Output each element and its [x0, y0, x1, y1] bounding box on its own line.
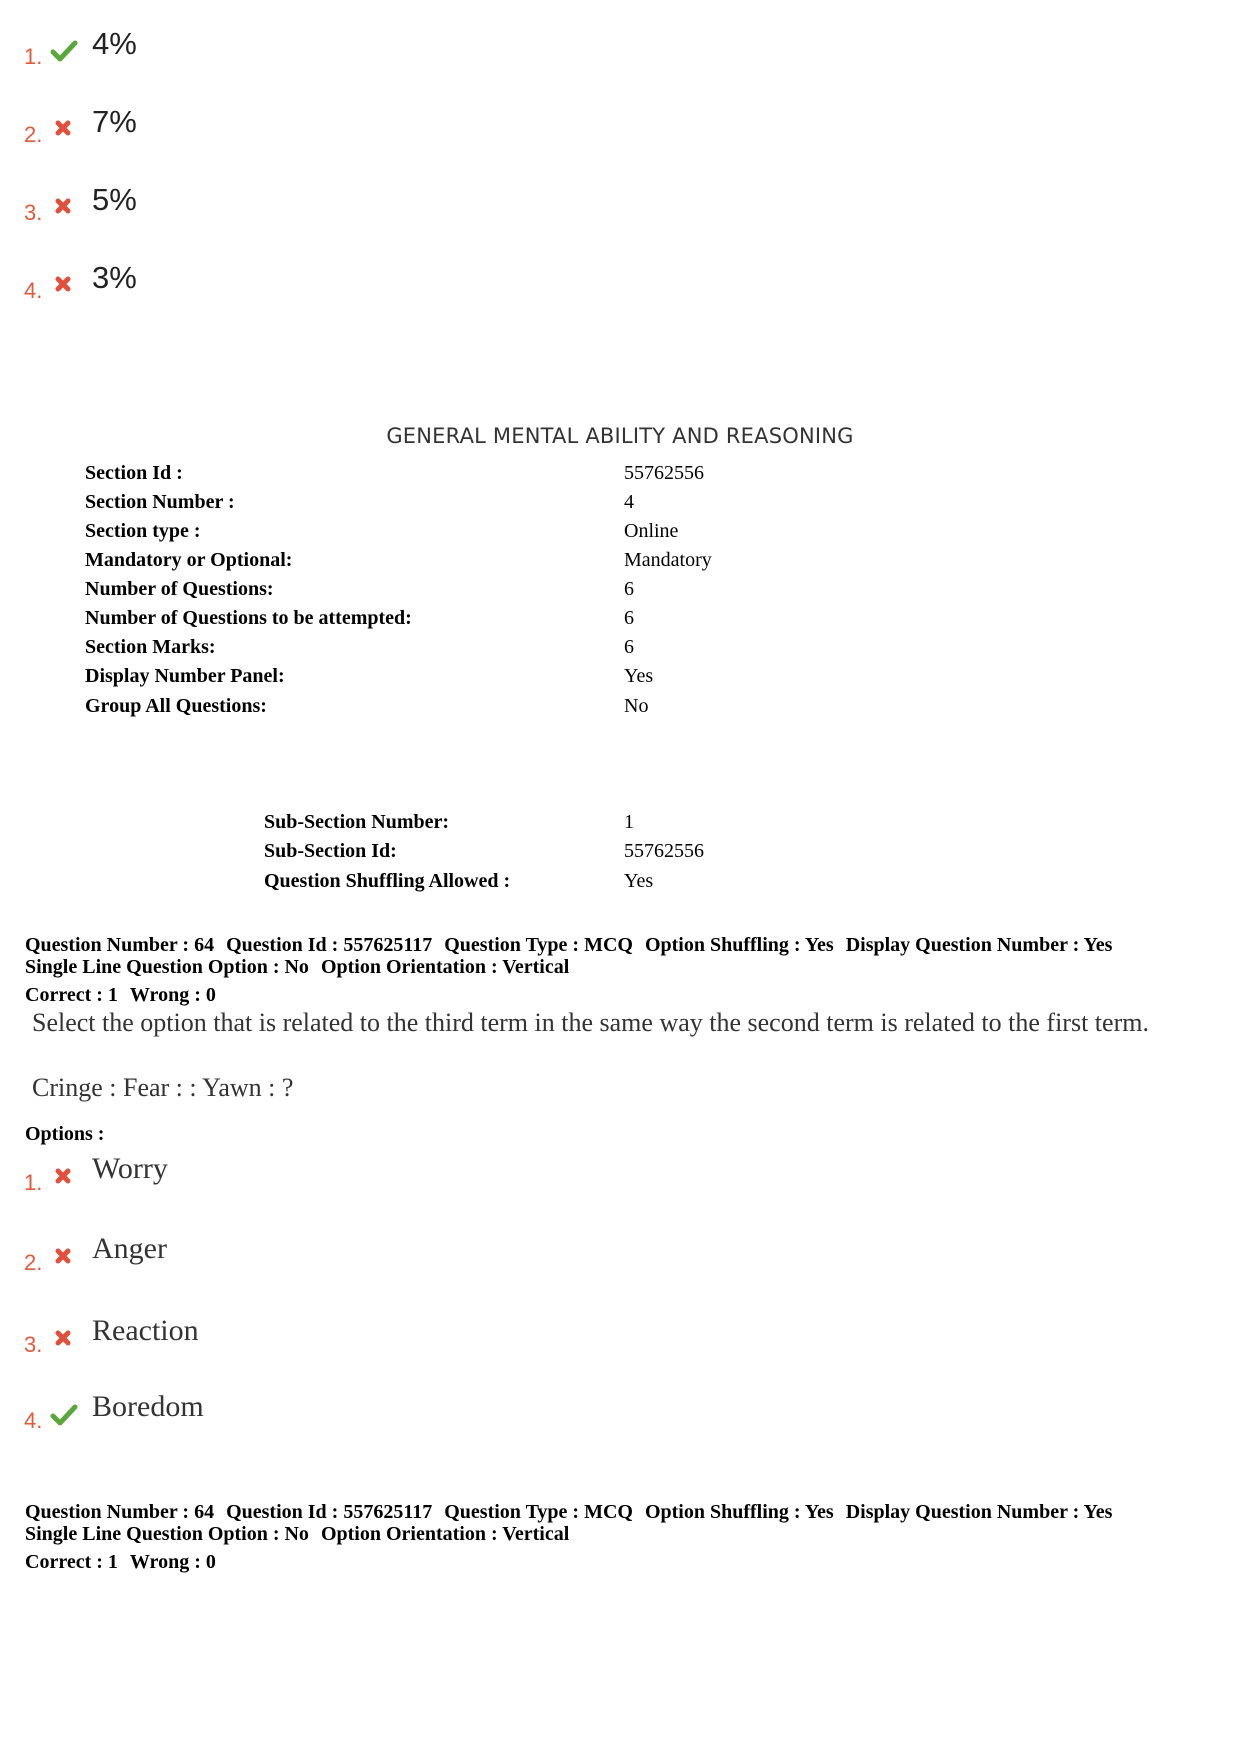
field-label: Mandatory or Optional: [85, 549, 293, 571]
meta-field: Question Type : MCQ [444, 934, 633, 956]
option-text: 3% [92, 260, 137, 295]
option-number: 4. [24, 1408, 43, 1433]
question-stem: Select the option that is related to the third term in the same way the second term is related to the first term. [32, 1008, 1149, 1037]
question-meta [25, 1501, 1124, 1573]
field-label: Number of Questions: [85, 578, 274, 600]
meta-field: Display Question Number : Yes [845, 934, 1113, 956]
cross-icon [50, 1164, 78, 1190]
field-value: 55762556 [624, 840, 704, 862]
check-icon [50, 1402, 78, 1428]
check-icon [50, 38, 78, 64]
option-number: 1. [24, 1170, 43, 1195]
field-label: Section Number : [85, 491, 235, 513]
option-text: Anger [92, 1232, 167, 1265]
meta-field: Single Line Question Option : No [25, 1523, 309, 1545]
cross-icon [50, 116, 78, 142]
meta-line [25, 956, 1124, 978]
field-value: Yes [624, 870, 654, 892]
field-label: Group All Questions: [85, 695, 267, 717]
meta-field: Correct : 1 [25, 1551, 118, 1573]
field-value: 6 [624, 607, 634, 629]
meta-field: Display Question Number : Yes [845, 1501, 1113, 1523]
option-number: 1. [24, 44, 43, 69]
field-value: No [624, 695, 649, 717]
meta-field: Wrong : 0 [129, 984, 216, 1006]
field-value: 1 [624, 811, 634, 833]
field-label: Section Marks: [85, 636, 216, 658]
field-label: Number of Questions to be attempted: [85, 607, 412, 629]
question-meta [25, 934, 1124, 1006]
option-text: 4% [92, 26, 137, 61]
option-number: 3. [24, 200, 43, 225]
option-text: 7% [92, 104, 137, 139]
field-label: Section type : [85, 520, 201, 542]
meta-line [25, 934, 1124, 956]
meta-field: Wrong : 0 [129, 1551, 216, 1573]
field-value: Mandatory [624, 549, 712, 571]
field-value: 6 [624, 636, 634, 658]
cross-icon [50, 272, 78, 298]
field-label: Display Number Panel: [85, 665, 285, 687]
field-label: Section Id : [85, 462, 183, 484]
option-text: Worry [92, 1152, 168, 1185]
meta-field: Option Shuffling : Yes [644, 934, 834, 956]
section-title: GENERAL MENTAL ABILITY AND REASONING [386, 424, 854, 448]
meta-field: Question Id : 557625117 [226, 1501, 433, 1523]
question-analogy: Cringe : Fear : : Yawn : ? [32, 1073, 294, 1102]
meta-field: Correct : 1 [25, 984, 118, 1006]
meta-field: Option Orientation : Vertical [320, 1523, 570, 1545]
meta-field: Option Shuffling : Yes [644, 1501, 834, 1523]
field-value: Yes [624, 665, 654, 687]
field-value: 55762556 [624, 462, 704, 484]
meta-field: Question Id : 557625117 [226, 934, 433, 956]
option-number: 3. [24, 1332, 43, 1357]
field-label: Sub-Section Id: [264, 840, 397, 862]
meta-field: Question Number : 64 [25, 934, 215, 956]
cross-icon [50, 1244, 78, 1270]
meta-line [25, 1501, 1124, 1523]
option-number: 4. [24, 278, 43, 303]
option-text: 5% [92, 182, 137, 217]
cross-icon [50, 194, 78, 220]
field-label: Sub-Section Number: [264, 811, 450, 833]
option-number: 2. [24, 1250, 43, 1275]
meta-field: Question Type : MCQ [444, 1501, 633, 1523]
meta-line [25, 984, 1124, 1006]
meta-field: Option Orientation : Vertical [320, 956, 570, 978]
option-text: Boredom [92, 1390, 204, 1423]
field-value: 4 [624, 491, 634, 513]
meta-field: Question Number : 64 [25, 1501, 215, 1523]
meta-field: Single Line Question Option : No [25, 956, 309, 978]
options-label: Options : [25, 1123, 105, 1145]
field-value: Online [624, 520, 679, 542]
option-number: 2. [24, 122, 43, 147]
meta-line [25, 1523, 1124, 1545]
option-text: Reaction [92, 1314, 199, 1347]
field-label: Question Shuffling Allowed : [264, 870, 511, 892]
field-value: 6 [624, 578, 634, 600]
cross-icon [50, 1326, 78, 1352]
meta-line [25, 1551, 1124, 1573]
